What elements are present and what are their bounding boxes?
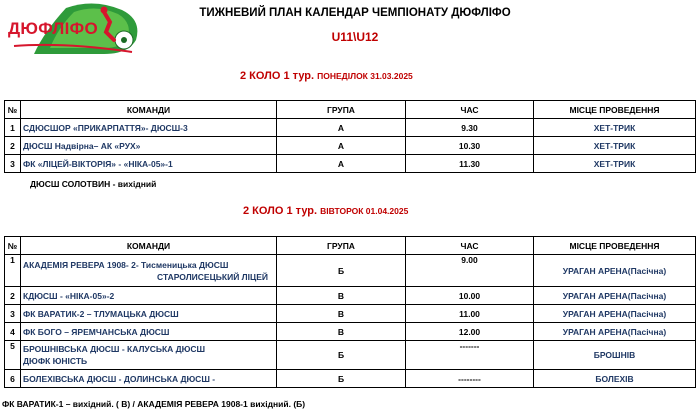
- row-group: В: [277, 323, 406, 341]
- round1-note: ДЮСШ СОЛОТВИН - вихідний: [30, 179, 157, 189]
- row-group: А: [277, 119, 406, 137]
- round1-day: ПОНЕДІЛОК 31.03.2025: [317, 71, 413, 81]
- row-venue: БОЛЕХІВ: [534, 370, 696, 388]
- row-teams-line2: ДЮФК ЮНІСТЬ: [23, 356, 88, 366]
- table-row: [5, 341, 696, 370]
- row-time: 10.30: [406, 137, 534, 155]
- row-group: В: [277, 287, 406, 305]
- col-time-header: ЧАС: [406, 237, 534, 255]
- table-row: [5, 137, 696, 155]
- round2-note: ФК ВАРАТИК-1 – вихідний. ( В) / АКАДЕМІЯ РЕВЕРА 1908-1 вихідний. (Б): [2, 399, 306, 409]
- row-teams: БОЛЕХІВСЬКА ДЮСШ - ДОЛИНСЬКА ДЮСШ -: [21, 370, 277, 388]
- row-group: Б: [277, 370, 406, 388]
- col-num-header: №: [5, 237, 21, 255]
- table-row: [5, 155, 696, 173]
- table-header-row: [5, 237, 696, 255]
- table-row: [5, 305, 696, 323]
- round2-heading-label: 2 КОЛО 1 тур.: [243, 205, 318, 217]
- row-teams: ФК «ЛІЦЕЙ-ВІКТОРІЯ» - «НІКА-05»-1: [21, 155, 277, 173]
- row-teams: ФК ВАРАТИК-2 – ТЛУМАЦЬКА ДЮСШ: [21, 305, 277, 323]
- row-venue: ХЕТ-ТРИК: [534, 119, 696, 137]
- round2-table: [4, 236, 696, 388]
- row-teams: КДЮСШ - «НІКА-05»-2: [21, 287, 277, 305]
- row-num: 2: [5, 137, 21, 155]
- table-row: [5, 287, 696, 305]
- row-num: 4: [5, 323, 21, 341]
- col-group-header: ГРУПА: [277, 101, 406, 119]
- row-teams-line2: СТАРОЛИСЕЦЬКИЙ ЛІЦЕЙ: [157, 271, 268, 282]
- round1-heading: [240, 70, 413, 82]
- row-num: 3: [5, 155, 21, 173]
- row-venue: ХЕТ-ТРИК: [534, 155, 696, 173]
- row-group: Б: [277, 255, 406, 287]
- row-time: -------: [406, 341, 534, 370]
- row-group: Б: [277, 341, 406, 370]
- row-venue: УРАГАН АРЕНА(Пасічна): [534, 323, 696, 341]
- row-time: 9.00: [406, 255, 534, 287]
- table-header-row: [5, 101, 696, 119]
- round1-table: [4, 100, 696, 173]
- row-time: 11.00: [406, 305, 534, 323]
- col-teams-header: КОМАНДИ: [21, 101, 277, 119]
- row-venue: УРАГАН АРЕНА(Пасічна): [534, 305, 696, 323]
- row-time: 9.30: [406, 119, 534, 137]
- row-time: 11.30: [406, 155, 534, 173]
- logo-text: ДЮФЛІФО: [8, 19, 98, 38]
- round2-day: ВІВТОРОК 01.04.2025: [320, 206, 409, 216]
- col-time-header: ЧАС: [406, 101, 534, 119]
- page-subtitle: U11\U12: [331, 30, 379, 44]
- row-venue: УРАГАН АРЕНА(Пасічна): [534, 287, 696, 305]
- row-teams-line1: АКАДЕМІЯ РЕВЕРА 1908- 2- Тисменицька ДЮСШ: [23, 259, 229, 270]
- logo: [4, 2, 154, 56]
- row-num: 5: [5, 341, 21, 370]
- row-venue: ХЕТ-ТРИК: [534, 137, 696, 155]
- table-row: [5, 323, 696, 341]
- row-num: 2: [5, 287, 21, 305]
- row-venue: БРОШНІВ: [534, 341, 696, 370]
- table-row: [5, 370, 696, 388]
- col-venue-header: МІСЦЕ ПРОВЕДЕННЯ: [534, 237, 696, 255]
- row-venue: УРАГАН АРЕНА(Пасічна): [534, 255, 696, 287]
- row-num: 1: [5, 255, 21, 287]
- row-time: 12.00: [406, 323, 534, 341]
- row-num: 1: [5, 119, 21, 137]
- col-venue-header: МІСЦЕ ПРОВЕДЕННЯ: [534, 101, 696, 119]
- row-num: 3: [5, 305, 21, 323]
- row-group: А: [277, 155, 406, 173]
- row-time: 10.00: [406, 287, 534, 305]
- row-group: В: [277, 305, 406, 323]
- col-teams-header: КОМАНДИ: [21, 237, 277, 255]
- row-num: 6: [5, 370, 21, 388]
- row-teams: [21, 255, 277, 287]
- round2-heading: [243, 205, 408, 217]
- page-title: ТИЖНЕВИЙ ПЛАН КАЛЕНДАР ЧЕМПІОНАТУ ДЮФЛІФО: [199, 7, 511, 19]
- row-teams: СДЮСШОР «ПРИКАРПАТТЯ»- ДЮСШ-3: [21, 119, 277, 137]
- row-time: --------: [406, 370, 534, 388]
- row-teams-line1: БРОШНІВСЬКА ДЮСШ - КАЛУСЬКА ДЮСШ: [23, 344, 206, 354]
- row-teams: [21, 341, 277, 370]
- table-row: [5, 255, 696, 287]
- round1-heading-label: 2 КОЛО 1 тур.: [240, 70, 315, 82]
- row-teams: ФК БОГО – ЯРЕМЧАНСЬКА ДЮСШ: [21, 323, 277, 341]
- col-group-header: ГРУПА: [277, 237, 406, 255]
- col-num-header: №: [5, 101, 21, 119]
- row-teams: ДЮСШ Надвірна– АК «РУХ»: [21, 137, 277, 155]
- row-group: А: [277, 137, 406, 155]
- table-row: [5, 119, 696, 137]
